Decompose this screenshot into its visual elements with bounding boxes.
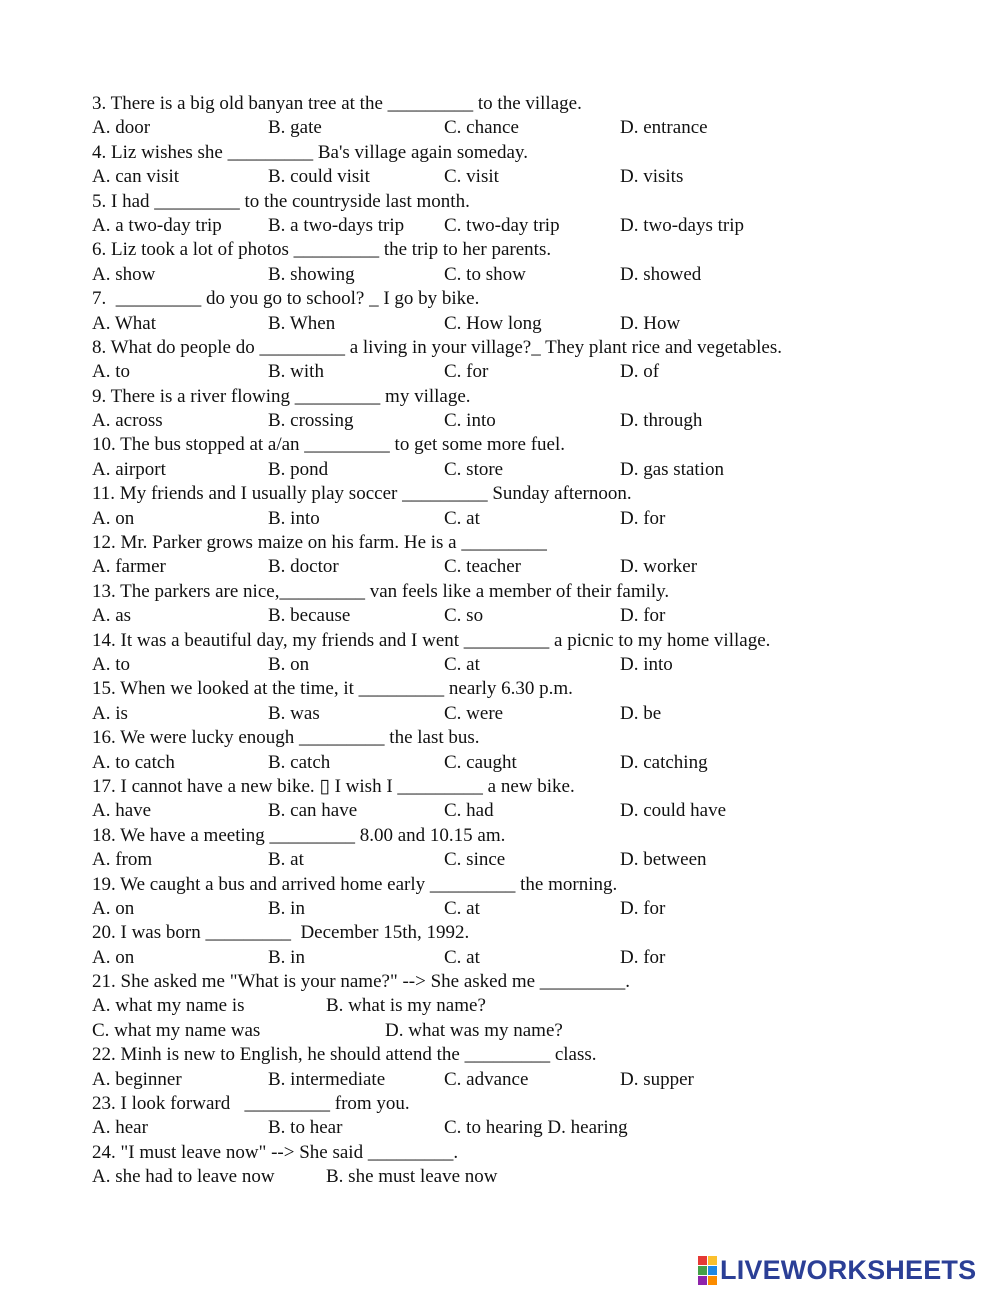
answer-option[interactable]: A. to	[92, 361, 130, 383]
answer-option[interactable]: B. what is my name?	[326, 995, 486, 1017]
answer-option[interactable]: A. to catch	[92, 751, 175, 773]
answer-option[interactable]: B. in	[268, 897, 305, 919]
answer-option[interactable]: B. in	[268, 946, 305, 968]
answer-option[interactable]: D. visits	[620, 166, 684, 188]
answer-option[interactable]: A. can visit	[92, 166, 180, 188]
answer-option[interactable]: C. at	[444, 653, 480, 675]
question-stem: 4. Liz wishes she _________ Ba's village again someday.	[92, 141, 528, 163]
answer-option[interactable]: B. catch	[268, 751, 331, 773]
question-stem: 22. Minh is new to English, he should attend the _________ class.	[92, 1044, 597, 1066]
answer-option[interactable]: C. so	[444, 605, 484, 627]
answer-option[interactable]: A. show	[92, 263, 156, 285]
options-row	[92, 263, 952, 287]
options-row	[92, 555, 952, 579]
answer-option[interactable]: C. what my name was	[92, 1019, 261, 1041]
logo-text: LIVEWORKSHEETS	[720, 1254, 977, 1285]
question-stem: 10. The bus stopped at a/an _________ to get some more fuel.	[92, 434, 565, 456]
answer-option[interactable]: B. showing	[268, 263, 355, 285]
options-row	[92, 604, 952, 628]
question-stem: 21. She asked me "What is your name?" --> She asked me _________.	[92, 971, 631, 993]
answer-option[interactable]: B. at	[268, 849, 304, 871]
answer-option[interactable]: D. for	[620, 897, 666, 919]
answer-option[interactable]: D. for	[620, 507, 666, 529]
answer-option[interactable]: C. How long	[444, 312, 542, 334]
logo-block	[698, 1266, 707, 1275]
options-row	[92, 1068, 952, 1092]
answer-option[interactable]: D. gas station	[620, 458, 724, 480]
question-stem: 17. I cannot have a new bike. ▯ I wish I _________ a new bike.	[92, 775, 575, 797]
answer-option[interactable]: B. pond	[268, 458, 329, 480]
question-stem: 13. The parkers are nice,_________ van feels like a member of their family.	[92, 580, 670, 602]
logo-block	[708, 1276, 717, 1285]
answer-option[interactable]: C. visit	[444, 166, 499, 188]
question-stem: 5. I had _________ to the countryside last month.	[92, 190, 470, 212]
answer-option[interactable]: D. worker	[620, 556, 698, 578]
answer-option[interactable]: C. advance	[444, 1068, 529, 1090]
answer-option[interactable]: D. through	[620, 410, 703, 432]
answer-option[interactable]: B. into	[268, 507, 320, 529]
options-row	[92, 116, 952, 140]
logo-block	[698, 1256, 707, 1265]
answer-option[interactable]: C. for	[444, 361, 489, 383]
answer-option[interactable]: D. for	[620, 605, 666, 627]
question-stem: 6. Liz took a lot of photos _________ the trip to her parents.	[92, 239, 552, 261]
options-row	[92, 799, 952, 823]
answer-option[interactable]: A. farmer	[92, 556, 166, 578]
options-row	[92, 897, 952, 921]
answer-option[interactable]: A. what my name is	[92, 995, 245, 1017]
options-row	[92, 1116, 952, 1140]
question-stem: 18. We have a meeting _________ 8.00 and 10.15 am.	[92, 824, 506, 846]
answer-option[interactable]: D. could have	[620, 800, 727, 822]
answer-option[interactable]: B. could visit	[268, 166, 370, 188]
answer-option[interactable]: D. what was my name?	[385, 1019, 563, 1041]
question-stem: 8. What do people do _________ a living in your village?_ They plant rice and vegetables.	[92, 336, 782, 358]
answer-option[interactable]: D. between	[620, 849, 707, 871]
answer-option[interactable]: A. airport	[92, 458, 166, 480]
options-row	[92, 507, 952, 531]
logo-block	[708, 1256, 717, 1265]
answer-option[interactable]: C. caught	[444, 751, 517, 773]
answer-option[interactable]: B. to hear	[268, 1117, 343, 1139]
options-row	[92, 653, 952, 677]
answer-option[interactable]: C. into	[444, 410, 496, 432]
answer-option[interactable]: D. showed	[620, 263, 702, 285]
answer-option[interactable]: D. into	[620, 653, 673, 675]
answer-option[interactable]: C. since	[444, 849, 506, 871]
answer-option[interactable]: C. at	[444, 897, 480, 919]
answer-option[interactable]: C. store	[444, 458, 504, 480]
options-row	[92, 409, 952, 433]
answer-option[interactable]: B. doctor	[268, 556, 339, 578]
answer-option[interactable]: C. at	[444, 946, 480, 968]
question-stem: 16. We were lucky enough _________ the last bus.	[92, 727, 480, 749]
answer-option[interactable]: C. had	[444, 800, 494, 822]
answer-option[interactable]: A. hear	[92, 1117, 148, 1139]
answer-option[interactable]: A. she had to leave now	[92, 1166, 275, 1188]
answer-option[interactable]: B. When	[268, 312, 336, 334]
options-row	[92, 994, 952, 1018]
answer-option[interactable]: A. to	[92, 653, 130, 675]
question-stem: 7. _________ do you go to school? _ I go by bike.	[92, 288, 480, 310]
question-stem: 9. There is a river flowing _________ my village.	[92, 385, 471, 407]
answer-option[interactable]: D. supper	[620, 1068, 694, 1090]
options-row	[92, 360, 952, 384]
worksheet	[92, 92, 952, 1190]
answer-option[interactable]: D. catching	[620, 751, 708, 773]
answer-option[interactable]: B. because	[268, 605, 351, 627]
options-row	[92, 312, 952, 336]
answer-option[interactable]: C. at	[444, 507, 480, 529]
question-stem: 15. When we looked at the time, it _________ nearly 6.30 p.m.	[92, 678, 573, 700]
answer-option[interactable]: B. crossing	[268, 410, 354, 432]
answer-option[interactable]: D. entrance	[620, 117, 708, 139]
answer-option[interactable]: A. across	[92, 410, 163, 432]
answer-option[interactable]: B. gate	[268, 117, 322, 139]
answer-option[interactable]: A. beginner	[92, 1068, 182, 1090]
answer-option[interactable]: D. two-days trip	[620, 214, 745, 236]
answer-option[interactable]: C. to show	[444, 263, 526, 285]
answer-option[interactable]: A. door	[92, 117, 151, 139]
question-stem: 3. There is a big old banyan tree at the _________ to the village.	[92, 93, 582, 114]
answer-option[interactable]: D. How	[620, 312, 681, 334]
options-row	[92, 214, 952, 238]
answer-option[interactable]: B. a two-days trip	[268, 214, 405, 236]
answer-option[interactable]: B. on	[268, 653, 310, 675]
options-row	[92, 1019, 952, 1043]
liveworksheets-logo	[698, 1255, 976, 1285]
options-row	[92, 1165, 952, 1189]
answer-option[interactable]: B. can have	[268, 800, 358, 822]
options-row	[92, 751, 952, 775]
answer-option[interactable]: B. she must leave now	[326, 1166, 498, 1188]
answer-option[interactable]: D. be	[620, 702, 662, 724]
logo-block	[708, 1266, 717, 1275]
answer-option[interactable]: B. was	[268, 702, 320, 724]
answer-option[interactable]: C. teacher	[444, 556, 522, 578]
answer-option[interactable]: A. as	[92, 605, 132, 627]
answer-option[interactable]: C. chance	[444, 117, 519, 139]
options-row	[92, 848, 952, 872]
answer-option[interactable]: B. intermediate	[268, 1068, 386, 1090]
answer-option[interactable]: A. on	[92, 507, 135, 529]
answer-option[interactable]: A. have	[92, 800, 152, 822]
options-row	[92, 165, 952, 189]
answer-option[interactable]: C. to hearing D. hearing	[444, 1117, 628, 1139]
logo-blocks-icon	[698, 1256, 717, 1285]
answer-option[interactable]: A. on	[92, 946, 135, 968]
answer-option[interactable]: A. is	[92, 702, 128, 724]
options-row	[92, 458, 952, 482]
logo-block	[698, 1276, 707, 1285]
question-stem: 14. It was a beautiful day, my friends and I went _________ a picnic to my home village.	[92, 629, 771, 651]
answer-option[interactable]: C. two-day trip	[444, 214, 560, 236]
options-row	[92, 946, 952, 970]
answer-option[interactable]: C. were	[444, 702, 504, 724]
options-row	[92, 702, 952, 726]
answer-option[interactable]: B. with	[268, 361, 324, 383]
question-stem: 12. Mr. Parker grows maize on his farm. He is a _________	[92, 532, 547, 554]
question-stem: 20. I was born _________ December 15th, 1992.	[92, 922, 470, 944]
question-stem: 11. My friends and I usually play soccer _________ Sunday afternoon.	[92, 483, 632, 505]
answer-option[interactable]: A. on	[92, 897, 135, 919]
question-stem: 24. "I must leave now" --> She said _________.	[92, 1141, 459, 1163]
question-stem: 19. We caught a bus and arrived home early _________ the morning.	[92, 873, 618, 895]
answer-option[interactable]: A. a two-day trip	[92, 214, 222, 236]
answer-option[interactable]: A. from	[92, 849, 153, 871]
answer-option[interactable]: D. for	[620, 946, 666, 968]
answer-option[interactable]: D. of	[620, 361, 660, 383]
answer-option[interactable]: A. What	[92, 312, 157, 334]
question-stem: 23. I look forward _________ from you.	[92, 1093, 410, 1115]
